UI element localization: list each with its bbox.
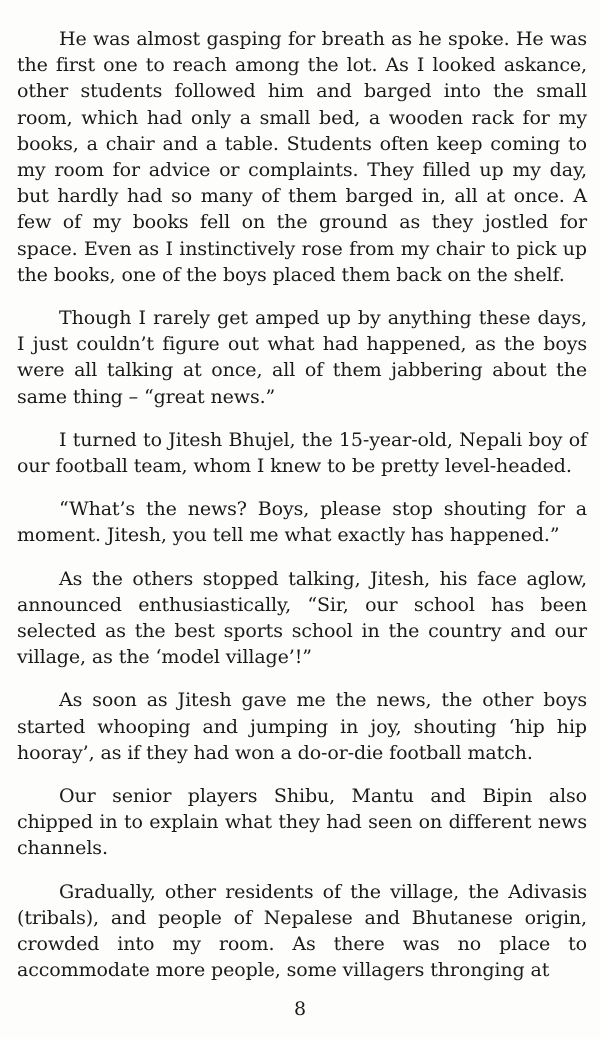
book-page [17,26,587,1016]
paragraph-3: I turned to Jitesh Bhujel, the 15-year-old, Nepali boy of our football team, whom I knew to be pretty level-headed. [17,428,587,478]
paragraph-2: Though I rarely get amped up by anything these days, I just couldn’t figure out what had happened, as the boys were all talking at once, all of them jabbering about the same thing – “great news.” [17,307,587,408]
paragraph-5: As the others stopped talking, Jitesh, his face aglow, announced enthusiastically, “Sir, our school has been selected as the best sports school in the country and our village, as the ‘model village’!” [17,567,587,669]
paragraph-6: As soon as Jitesh gave me the news, the other boys started whooping and jumping in joy, shouting ‘hip hip hooray’, as if they had won a do-or-die football match. [17,689,587,764]
paragraph-8: Gradually, other residents of the village, the Adivasis (tribals), and people of Nepalese and Bhutanese origin, crowded into my room. As there was no place to accommodate more people, some villagers thronging at [17,880,587,982]
page-number: 8 [293,998,307,1020]
paragraph-1: He was almost gasping for breath as he spoke. He was the first one to reach among the lot. As I looked askance, other students followed him and barged into the small room, which had only a small bed, a wooden rack for my books, a chair and a table. Students often keep coming to my room for advice or complaints. They filled up my day, but hardly had so many of them barged in, all at once. A few of my books fell on the ground as they jostled for space. Even as I instinctively rose from my chair to pick up the books, one of the boys placed them back on the shelf. [17,28,587,286]
paragraph-4: “What’s the news? Boys, please stop shouting for a moment. Jitesh, you tell me what exactly has happened.” [17,498,587,547]
paragraph-7: Our senior players Shibu, Mantu and Bipin also chipped in to explain what they had seen on different news channels. [17,785,587,860]
